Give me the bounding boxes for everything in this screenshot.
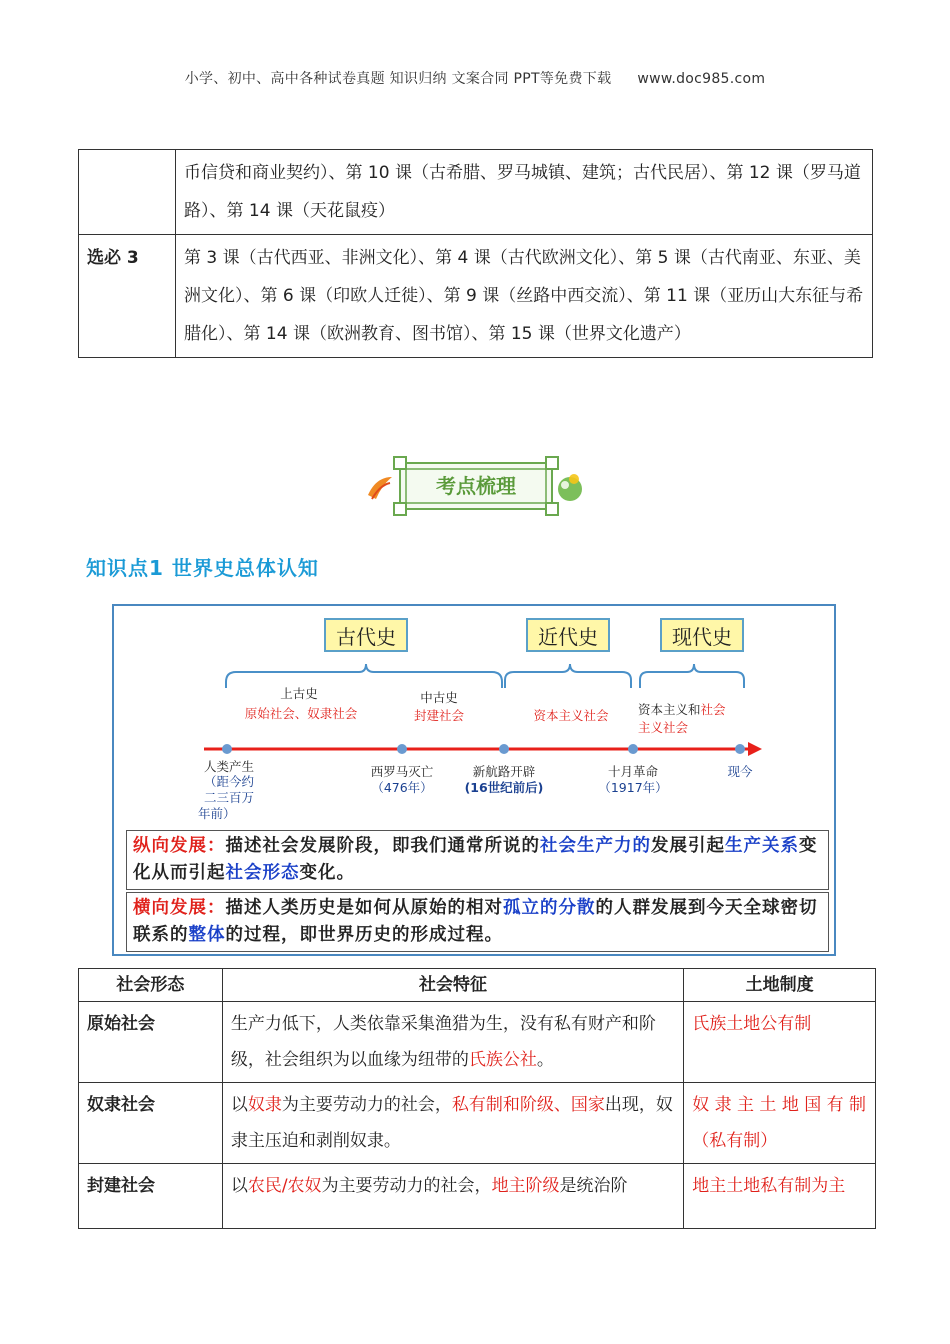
era-contemporary: 现代史: [660, 618, 744, 652]
social-forms-table: [78, 968, 876, 1229]
era-ancient: 古代史: [324, 618, 408, 652]
header-url[interactable]: www.doc985.com: [637, 71, 766, 87]
timeline-arrow-icon: [748, 742, 762, 756]
world-history-diagram: [112, 604, 836, 956]
social-form-cell: 原始社会: [79, 1002, 223, 1083]
timeline-point: [735, 744, 745, 754]
event-present: 现今: [727, 764, 753, 779]
header-social-form: 社会形态: [79, 969, 223, 1002]
event-october-revolution-note: （1917年）: [598, 780, 668, 795]
modern-brace: [505, 664, 631, 688]
header-land-system: 土地制度: [684, 969, 876, 1002]
table-row: [79, 150, 873, 235]
period-medieval-society: 封建社会: [413, 708, 464, 723]
timeline-point: [628, 744, 638, 754]
land-system-cell: 氏族土地公有制: [684, 1002, 876, 1083]
curriculum-table: [78, 149, 873, 358]
period-ancient-society: 原始社会、奴隶社会: [244, 706, 358, 721]
badge-label: 考点梳理: [436, 474, 516, 498]
table-cell-content: 第 3 课（古代西亚、非洲文化）、第 4 课（古代欧洲文化）、第 5 课（古代南亚、东亚、美洲文化）、第 6 课（印欧人迁徙）、第 9 课（丝路中西交流）、第 11 课（亚历山大东征与希腊化）、第 14 课（欧洲教育、图书馆）、第 15 课（世界文化遗产）: [176, 235, 873, 358]
period-medieval-name: 中古史: [420, 690, 458, 705]
knowledge-point-title: 知识点1 世界史总体认知: [86, 556, 319, 580]
timeline-point: [499, 744, 509, 754]
table-header-row: [79, 969, 876, 1002]
header-text: 小学、初中、高中各种试卷真题 知识归纳 文案合同 PPT等免费下载: [184, 71, 612, 87]
social-form-cell: 封建社会: [79, 1164, 223, 1229]
timeline-point: [397, 744, 407, 754]
social-feature-cell: 以奴隶为主要劳动力的社会，私有制和阶级、国家出现，奴隶主压迫和剥削奴隶。: [222, 1083, 683, 1164]
event-western-rome-fall: 西罗马灭亡: [370, 764, 434, 779]
social-feature-cell: 以农民/农奴为主要劳动力的社会，地主阶级是统治阶: [222, 1164, 683, 1229]
event-human-origin-note: （距今约 二三百万 年前）: [198, 774, 254, 821]
land-system-cell: 奴 隶 主 土 地 国 有 制（私有制）: [684, 1083, 876, 1164]
event-western-rome-fall-note: （476年）: [371, 780, 433, 795]
horizontal-development-box: 横向发展：描述人类历史是如何从原始的相对孤立的分散的人群发展到今天全球密切联系的整体的过程，即世界历史的形成过程。: [126, 892, 829, 952]
period-modern-society: 资本主义社会: [533, 708, 609, 723]
table-row: [79, 235, 873, 358]
table-row: [79, 1002, 876, 1083]
social-form-cell: 奴隶社会: [79, 1083, 223, 1164]
vertical-development-box: 纵向发展：描述社会发展阶段，即我们通常所说的社会生产力的发展引起生产关系变化从而引起社会形态变化。: [126, 830, 829, 890]
era-modern: 近代史: [526, 618, 610, 652]
social-feature-cell: 生产力低下，人类依靠采集渔猎为生，没有私有财产和阶级，社会组织为以血缘为纽带的氏族公社。: [222, 1002, 683, 1083]
table-row: [79, 1083, 876, 1164]
table-cell-label: [79, 150, 176, 235]
section-badge: [362, 455, 590, 517]
period-contemporary-society-cont: 主义社会: [638, 720, 689, 735]
timeline-point: [222, 744, 232, 754]
land-system-cell: 地主土地私有制为主: [684, 1164, 876, 1229]
page-header: [0, 68, 950, 88]
event-new-sea-route-note: (16世纪前后): [464, 780, 544, 795]
badge-frame-icon: [362, 455, 590, 517]
table-row: [79, 1164, 876, 1229]
period-contemporary-society: 资本主义和社会: [638, 702, 726, 717]
event-human-origin: 人类产生: [203, 759, 254, 774]
period-ancient-name: 上古史: [280, 686, 318, 701]
table-cell-label: 选必 3: [79, 235, 176, 358]
event-new-sea-route: 新航路开辟: [472, 764, 536, 779]
table-cell-content: 币信贷和商业契约）、第 10 课（古希腊、罗马城镇、建筑；古代民居）、第 12 课（罗马道路）、第 14 课（天花鼠疫）: [176, 150, 873, 235]
header-social-features: 社会特征: [222, 969, 683, 1002]
contemporary-brace: [640, 664, 744, 688]
event-october-revolution: 十月革命: [607, 764, 658, 779]
